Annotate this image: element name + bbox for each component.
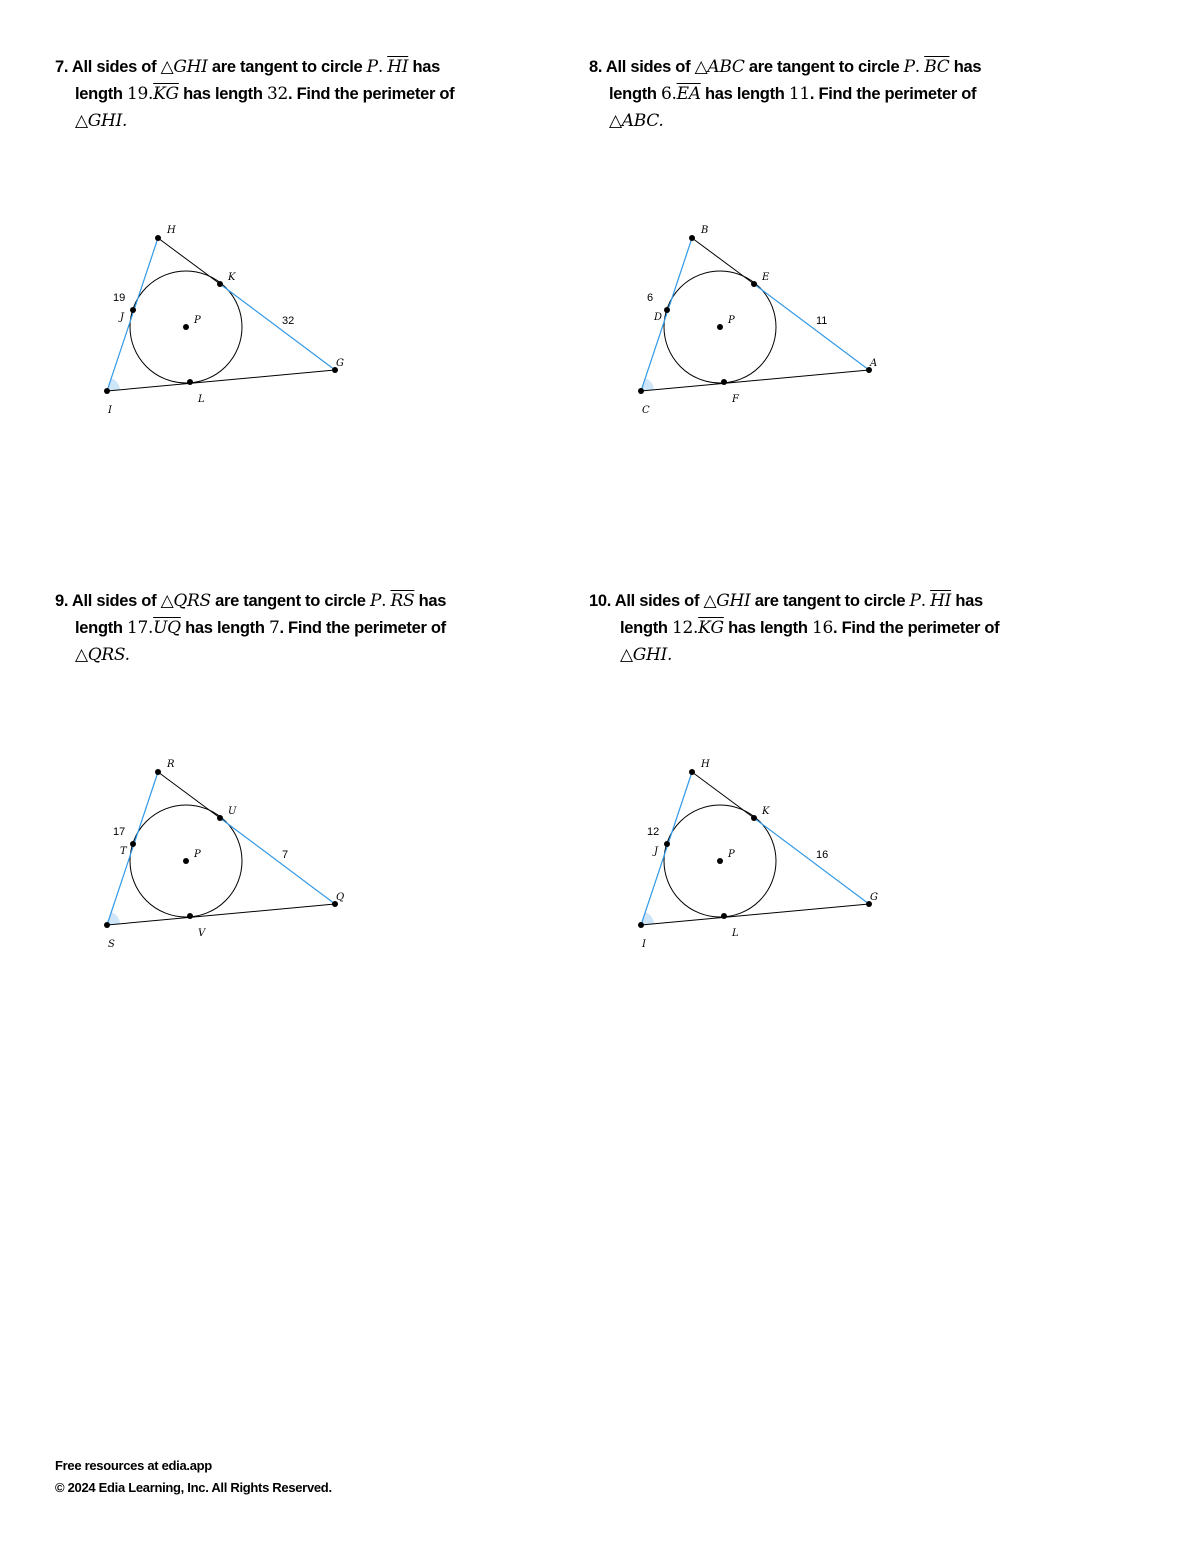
problem-text: 7. All sides of △GHI are tangent to circle P. $\overline{HI}$ has length $19.\overline{KG}$ has length 32. Find the perimeter of △GHI. [55, 57, 455, 131]
vertex-label-tangent-bottom: F [732, 394, 739, 405]
footer-resources: Free resources at edia.app [55, 1458, 212, 1473]
length-1: 17 [127, 618, 149, 638]
tangent-point-right [217, 815, 223, 821]
vertex-label-right: G [336, 358, 344, 369]
length-1: 12 [672, 618, 694, 638]
problem-text-part: length [75, 85, 123, 103]
problem-number: 9. [55, 592, 69, 610]
problem-text: 8. All sides of △ABC are tangent to circle P. $\overline{BC}$ has length $6.\overline{EA}$ has length 11. Find the perimeter of △ABC. [589, 57, 982, 131]
problem-number: 8. [589, 58, 603, 76]
vertex-label-bottom-left: C [642, 405, 650, 416]
problem-text-part: length [75, 619, 123, 637]
vertex-label-top: H [167, 225, 176, 236]
vertex-label-tangent-bottom: L [198, 394, 205, 405]
tangent-point-right [217, 281, 223, 287]
problem-text-part: . Find the perimeter of [809, 85, 977, 103]
vertex-label-right: Q [336, 892, 345, 903]
circle-name: P [369, 591, 382, 611]
tangent-point-bottom [721, 379, 727, 385]
geometry-figure [629, 704, 949, 950]
length-label-left: 6 [647, 292, 654, 304]
problem-7 [55, 54, 535, 416]
vertex-label-top: H [701, 759, 710, 770]
length-label-right: 11 [816, 315, 828, 327]
problem-text-part: are tangent to circle [748, 58, 900, 76]
problem-text-part: has [955, 592, 983, 610]
problem-text-part: length [609, 85, 657, 103]
segment-1: $\overline{RS}$ [390, 591, 415, 611]
tangent-point-bottom [187, 379, 193, 385]
problem-text-part: All sides of [614, 592, 700, 610]
length-label-left: 12 [647, 826, 660, 838]
problem-text-part: All sides of [71, 58, 157, 76]
vertex-label-tangent-left: J [654, 846, 659, 857]
problem-text-part: has [418, 592, 447, 610]
side-left-highlight [641, 772, 692, 925]
vertex-bottom-left-point [638, 922, 644, 928]
center-point [183, 324, 189, 330]
vertex-label-tangent-right: U [228, 806, 237, 817]
vertex-label-tangent-left: T [120, 846, 127, 857]
side-bottom [107, 370, 335, 391]
vertex-top-point [155, 235, 161, 241]
vertex-label-tangent-right: K [228, 272, 236, 283]
length-2: 32 [266, 84, 288, 104]
length-label-right: 16 [816, 849, 829, 861]
circle-name: P [909, 591, 921, 611]
segment-1: $\overline{BC}$ [924, 57, 950, 77]
segment-2: $\overline{KG}$ [698, 618, 724, 638]
side-top-segment [692, 238, 754, 284]
center-point [183, 858, 189, 864]
length-2: 7 [268, 618, 280, 638]
tangent-point-bottom [721, 913, 727, 919]
vertex-label-tangent-bottom: V [198, 928, 206, 939]
problem-8 [589, 54, 1069, 416]
problem-text-part: are tangent to circle [754, 592, 906, 610]
side-right-highlight [220, 284, 335, 370]
problem-text-part: . Find the perimeter of [288, 85, 455, 103]
side-right-highlight [754, 818, 869, 904]
vertex-label-tangent-right: K [762, 806, 770, 817]
length-label-left: 17 [113, 826, 126, 838]
segment-2: $\overline{UQ}$ [153, 618, 181, 638]
vertex-label-center: P [194, 849, 201, 860]
footer-copyright: © 2024 Edia Learning, Inc. All Rights Reserved. [55, 1480, 332, 1495]
geometry-figure [95, 704, 415, 950]
tangent-point-left [664, 307, 670, 313]
problem-text-part: are tangent to circle [211, 58, 363, 76]
vertex-label-right: A [870, 358, 878, 369]
vertex-bottom-left-point [638, 388, 644, 394]
vertex-label-top: R [167, 759, 175, 770]
vertex-bottom-left-point [104, 922, 110, 928]
side-left-highlight [107, 238, 158, 391]
length-2: 11 [788, 84, 810, 104]
problem-text-part: has length [728, 619, 808, 637]
center-point [717, 324, 723, 330]
circle-name: P [366, 57, 378, 77]
vertex-bottom-left-point [104, 388, 110, 394]
side-top-segment [692, 772, 754, 818]
problem-text-part: . Find the perimeter of [279, 619, 446, 637]
side-bottom [641, 904, 869, 925]
side-right-highlight [754, 284, 869, 370]
problem-text-part: has length [183, 85, 263, 103]
triangle-name: △ABC [694, 57, 745, 77]
length-2: 16 [811, 618, 833, 638]
vertex-top-point [155, 769, 161, 775]
length-label-right: 7 [282, 849, 289, 861]
triangle-name-end: △GHI. [620, 645, 673, 665]
problem-text-part: has length [185, 619, 265, 637]
segment-2: $\overline{KG}$ [153, 84, 179, 104]
vertex-label-bottom-left: I [642, 939, 646, 950]
tangent-point-left [664, 841, 670, 847]
tangent-point-left [130, 841, 136, 847]
geometry-figure [629, 170, 949, 416]
triangle-name-end: △QRS. [75, 645, 130, 665]
vertex-label-bottom-left: S [108, 939, 115, 950]
side-top-segment [158, 238, 220, 284]
circle-name: P [903, 57, 915, 77]
problem-text-part: has [953, 58, 982, 76]
side-bottom [107, 904, 335, 925]
vertex-label-center: P [728, 849, 735, 860]
problem-text: 10. All sides of △GHI are tangent to circle P. $\overline{HI}$ has length $12.\overline{KG}$ has length 16. Find the perimeter of △GHI. [589, 591, 1000, 665]
problem-number: 10. [589, 592, 612, 610]
tangent-point-bottom [187, 913, 193, 919]
problem-text-part: . Find the perimeter of [833, 619, 1000, 637]
triangle-name: △QRS [160, 591, 211, 611]
vertex-label-center: P [728, 315, 735, 326]
geometry-figure [95, 170, 415, 416]
problem-text-part: length [620, 619, 668, 637]
problem-text-part: has [412, 58, 441, 76]
problem-text-part: has length [705, 85, 785, 103]
vertex-label-right: G [870, 892, 878, 903]
triangle-name: △GHI [160, 57, 208, 77]
vertex-label-tangent-left: J [120, 312, 125, 323]
length-1: 19 [127, 84, 149, 104]
vertex-top-point [689, 235, 695, 241]
side-right-highlight [220, 818, 335, 904]
segment-1: $\overline{HI}$ [930, 591, 952, 611]
triangle-name-end: △GHI. [75, 111, 128, 131]
side-bottom [641, 370, 869, 391]
problem-number: 7. [55, 58, 69, 76]
segment-2: $\overline{EA}$ [676, 84, 701, 104]
center-point [717, 858, 723, 864]
vertex-top-point [689, 769, 695, 775]
length-label-right: 32 [282, 315, 295, 327]
triangle-name: △GHI [703, 591, 751, 611]
problem-text-part: All sides of [605, 58, 691, 76]
vertex-label-tangent-bottom: L [732, 928, 739, 939]
problem-10 [589, 588, 1069, 950]
length-1: 6 [661, 84, 672, 104]
length-label-left: 19 [113, 292, 126, 304]
problem-text-part: All sides of [71, 592, 157, 610]
problem-text: 9. All sides of △QRS are tangent to circle P. $\overline{RS}$ has length $17.\overline{UQ}$ has length 7. Find the perimeter of △QRS. [55, 591, 447, 665]
vertex-label-tangent-left: D [654, 312, 663, 323]
triangle-name-end: △ABC. [609, 111, 664, 131]
side-top-segment [158, 772, 220, 818]
side-left-highlight [641, 238, 692, 391]
vertex-label-tangent-right: E [762, 272, 770, 283]
side-left-highlight [107, 772, 158, 925]
segment-1: $\overline{HI}$ [387, 57, 409, 77]
tangent-point-right [751, 815, 757, 821]
tangent-point-right [751, 281, 757, 287]
footer [55, 1455, 332, 1499]
vertex-label-center: P [194, 315, 201, 326]
problem-text-part: are tangent to circle [215, 592, 366, 610]
tangent-point-left [130, 307, 136, 313]
vertex-label-bottom-left: I [108, 405, 112, 416]
problem-9 [55, 588, 535, 950]
vertex-label-top: B [701, 225, 709, 236]
